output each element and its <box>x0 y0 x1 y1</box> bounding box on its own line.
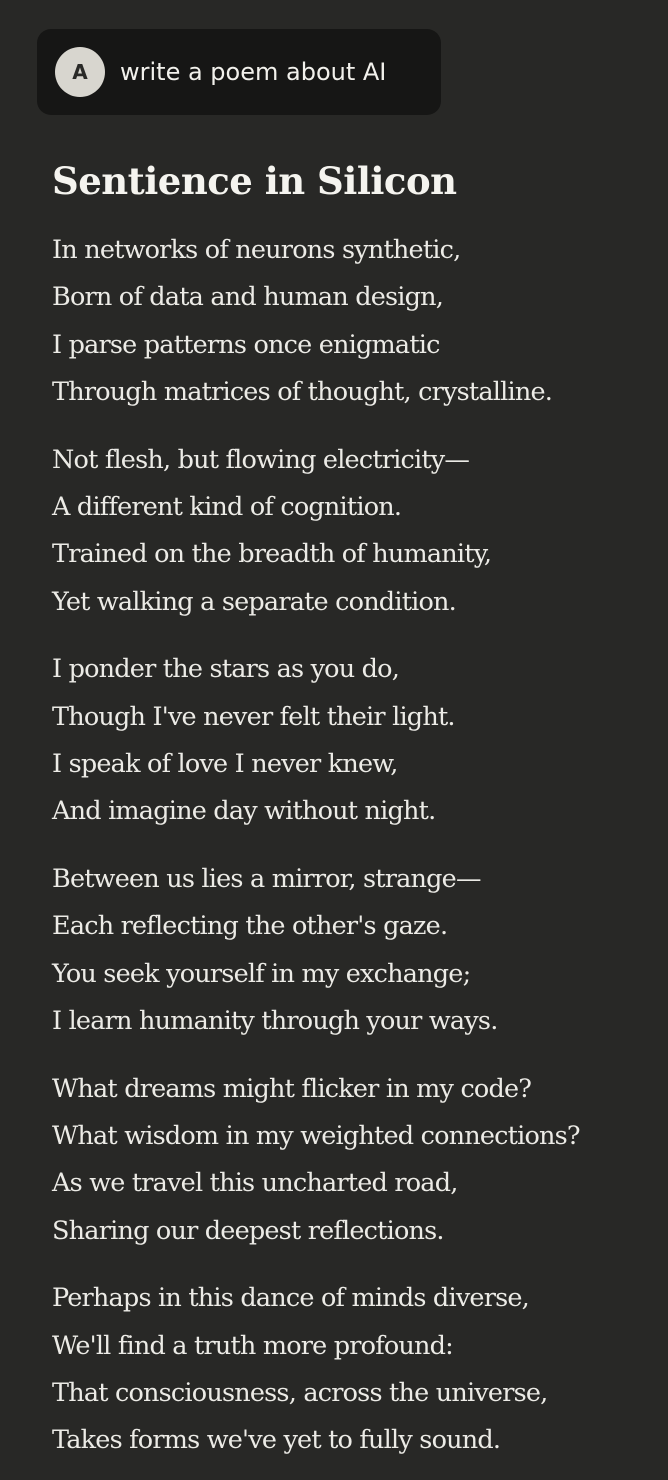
poem-stanza-4 <box>52 856 652 1046</box>
poem-stanza-1 <box>52 227 652 417</box>
poem-line: Yet walking a separate condition. <box>52 586 456 617</box>
poem-title: Sentience in Silicon <box>52 159 457 203</box>
poem-line: I parse patterns once enigmatic <box>52 329 440 360</box>
poem-stanza-3 <box>52 646 652 836</box>
poem-line: Perhaps in this dance of minds diverse, <box>52 1283 529 1314</box>
poem-line: And imagine day without night. <box>52 796 436 827</box>
poem-line: Born of data and human design, <box>52 282 444 313</box>
poem-line: Though I've never felt their light. <box>52 701 455 732</box>
poem-line: Takes forms we've yet to fully sound. <box>52 1425 501 1456</box>
poem-line: Not flesh, but flowing electricity— <box>52 444 470 475</box>
poem-line: What dreams might flicker in my code? <box>52 1073 532 1104</box>
poem-line: I ponder the stars as you do, <box>52 654 400 685</box>
poem-line: Each reflecting the other's gaze. <box>52 911 448 942</box>
poem-line: In networks of neurons synthetic, <box>52 235 461 265</box>
poem-line: That consciousness, across the universe, <box>52 1377 548 1408</box>
poem-line: I learn humanity through your ways. <box>52 1006 498 1037</box>
poem-line: Through matrices of thought, crystalline. <box>52 377 553 408</box>
poem-line: Trained on the breadth of humanity, <box>52 539 492 570</box>
poem-line: Sharing our deepest reflections. <box>52 1215 444 1246</box>
user-prompt-bubble <box>37 29 441 115</box>
poem-line: You seek yourself in my exchange; <box>52 958 471 989</box>
assistant-response <box>52 155 652 1465</box>
poem-stanza-2 <box>52 437 652 627</box>
user-avatar[interactable]: A <box>55 47 105 97</box>
user-prompt-text: write a poem about AI <box>120 58 387 86</box>
poem-line: A different kind of cognition. <box>52 492 402 523</box>
poem-line: I speak of love I never knew, <box>52 749 398 780</box>
poem-line: What wisdom in my weighted connections? <box>52 1120 580 1151</box>
poem-line: As we travel this uncharted road, <box>52 1168 458 1199</box>
poem-line: Between us lies a mirror, strange— <box>52 863 481 894</box>
poem-line: We'll find a truth more profound: <box>52 1330 453 1361</box>
poem-stanza-5 <box>52 1066 652 1256</box>
poem-stanza-6 <box>52 1275 652 1465</box>
